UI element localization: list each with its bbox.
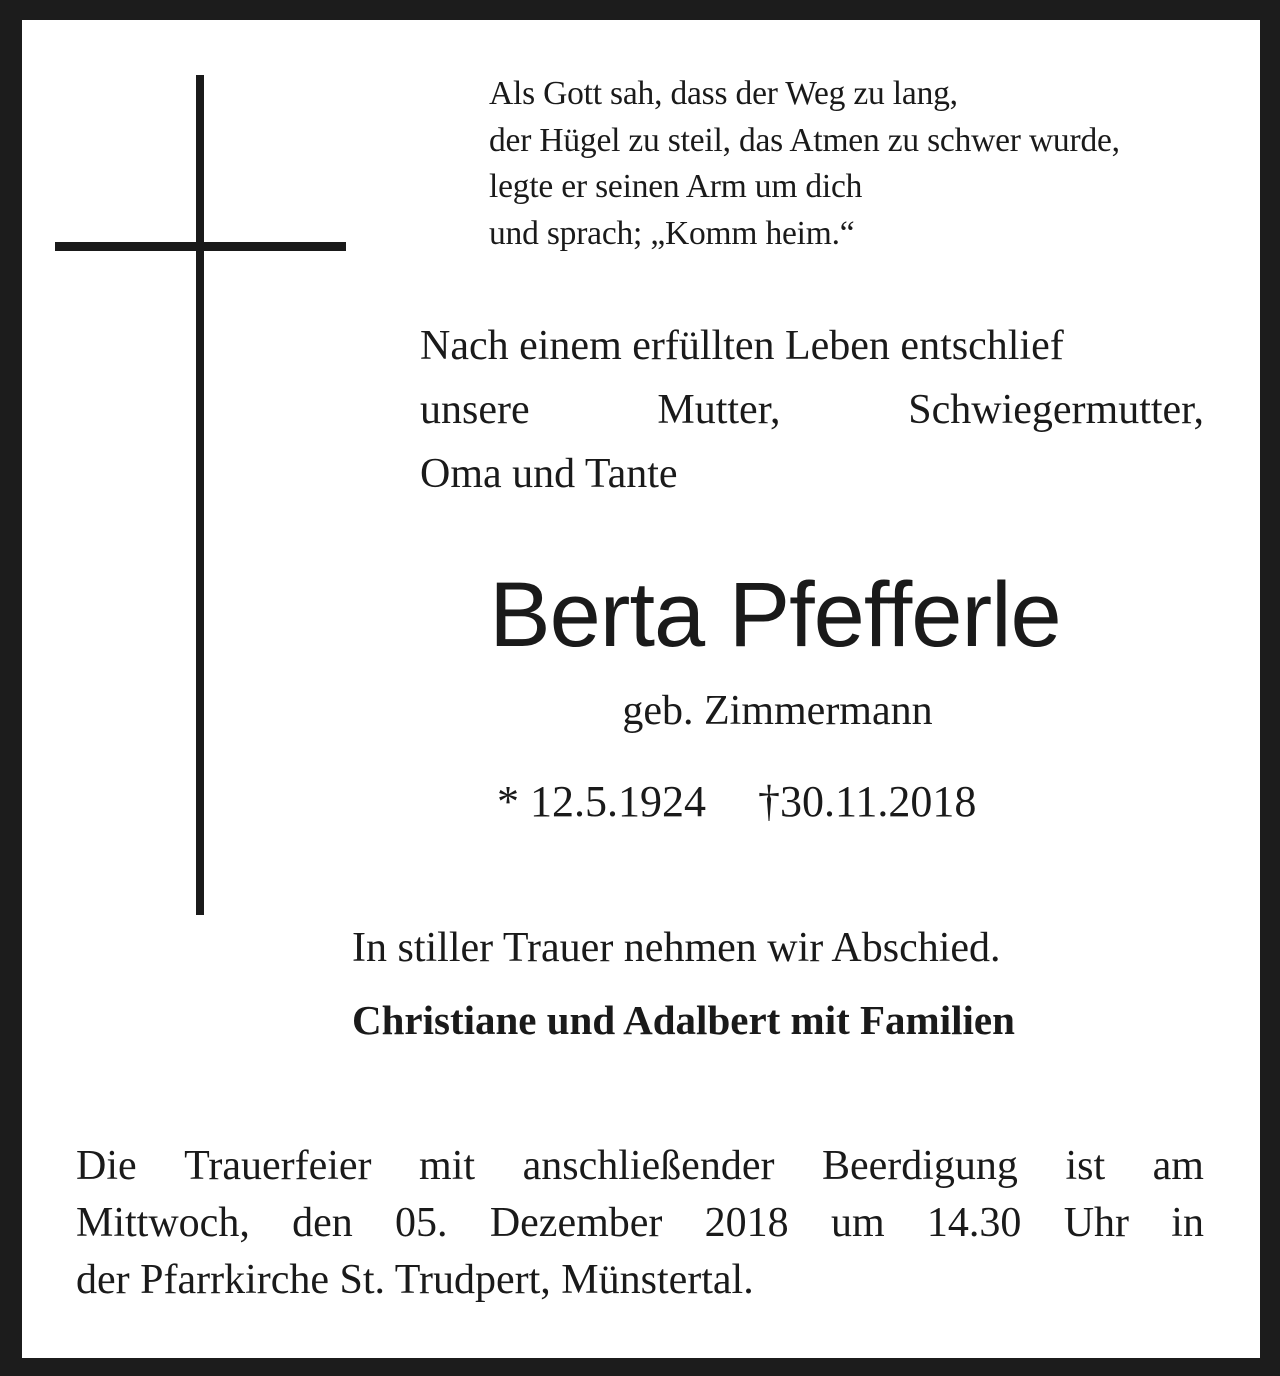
birth-date: * 12.5.1924	[497, 777, 706, 826]
service-word: 14.30	[926, 1200, 1022, 1246]
service-word: ist	[1065, 1143, 1106, 1189]
service-word: 05.	[395, 1200, 448, 1246]
intro-word: unsere	[420, 387, 530, 433]
intro-word: Schwiegermutter,	[908, 387, 1204, 433]
intro-line	[420, 378, 1204, 442]
service-word: Uhr	[1063, 1200, 1130, 1246]
service-word: 2018	[704, 1200, 789, 1246]
maiden-name: geb. Zimmermann	[622, 688, 933, 734]
service-word: den	[292, 1200, 353, 1246]
service-word: Dezember	[489, 1200, 663, 1246]
service-word: Mittwoch,	[76, 1200, 250, 1246]
service-word: anschließender	[522, 1143, 775, 1189]
service-word: in	[1171, 1200, 1204, 1246]
intro-line: Oma und Tante	[420, 451, 678, 497]
service-line	[76, 1195, 1204, 1252]
service-line	[76, 1138, 1204, 1195]
cross-horizontal-beam	[55, 242, 346, 251]
poem-line: und sprach; „Komm heim.“	[489, 214, 855, 252]
farewell-text: In stiller Trauer nehmen wir Abschied.	[352, 925, 1001, 971]
deceased-name: Berta Pfefferle	[489, 564, 1061, 666]
intro-text	[420, 314, 1204, 506]
poem-line: legte er seinen Arm um dich	[489, 168, 863, 205]
life-dates	[497, 774, 976, 830]
intro-line: Nach einem erfüllten Leben entschlief	[420, 323, 1064, 369]
cross-vertical-beam	[196, 75, 204, 915]
service-word: Trauerfeier	[184, 1143, 372, 1189]
service-word: Die	[76, 1143, 137, 1189]
death-date: †30.11.2018	[758, 777, 977, 826]
service-word: Beerdigung	[821, 1143, 1018, 1189]
poem-line: der Hügel zu steil, das Atmen zu schwer wurde,	[489, 121, 1120, 159]
mourners: Christiane und Adalbert mit Familien	[352, 997, 1015, 1043]
service-word: mit	[419, 1143, 476, 1189]
service-word: am	[1152, 1143, 1204, 1189]
intro-word: Mutter,	[657, 387, 781, 433]
poem	[489, 71, 1249, 257]
service-line: der Pfarrkirche St. Trudpert, Münstertal.	[76, 1257, 754, 1303]
service-word: um	[830, 1200, 885, 1246]
service-info	[76, 1138, 1204, 1309]
poem-line: Als Gott sah, dass der Weg zu lang,	[489, 75, 958, 112]
